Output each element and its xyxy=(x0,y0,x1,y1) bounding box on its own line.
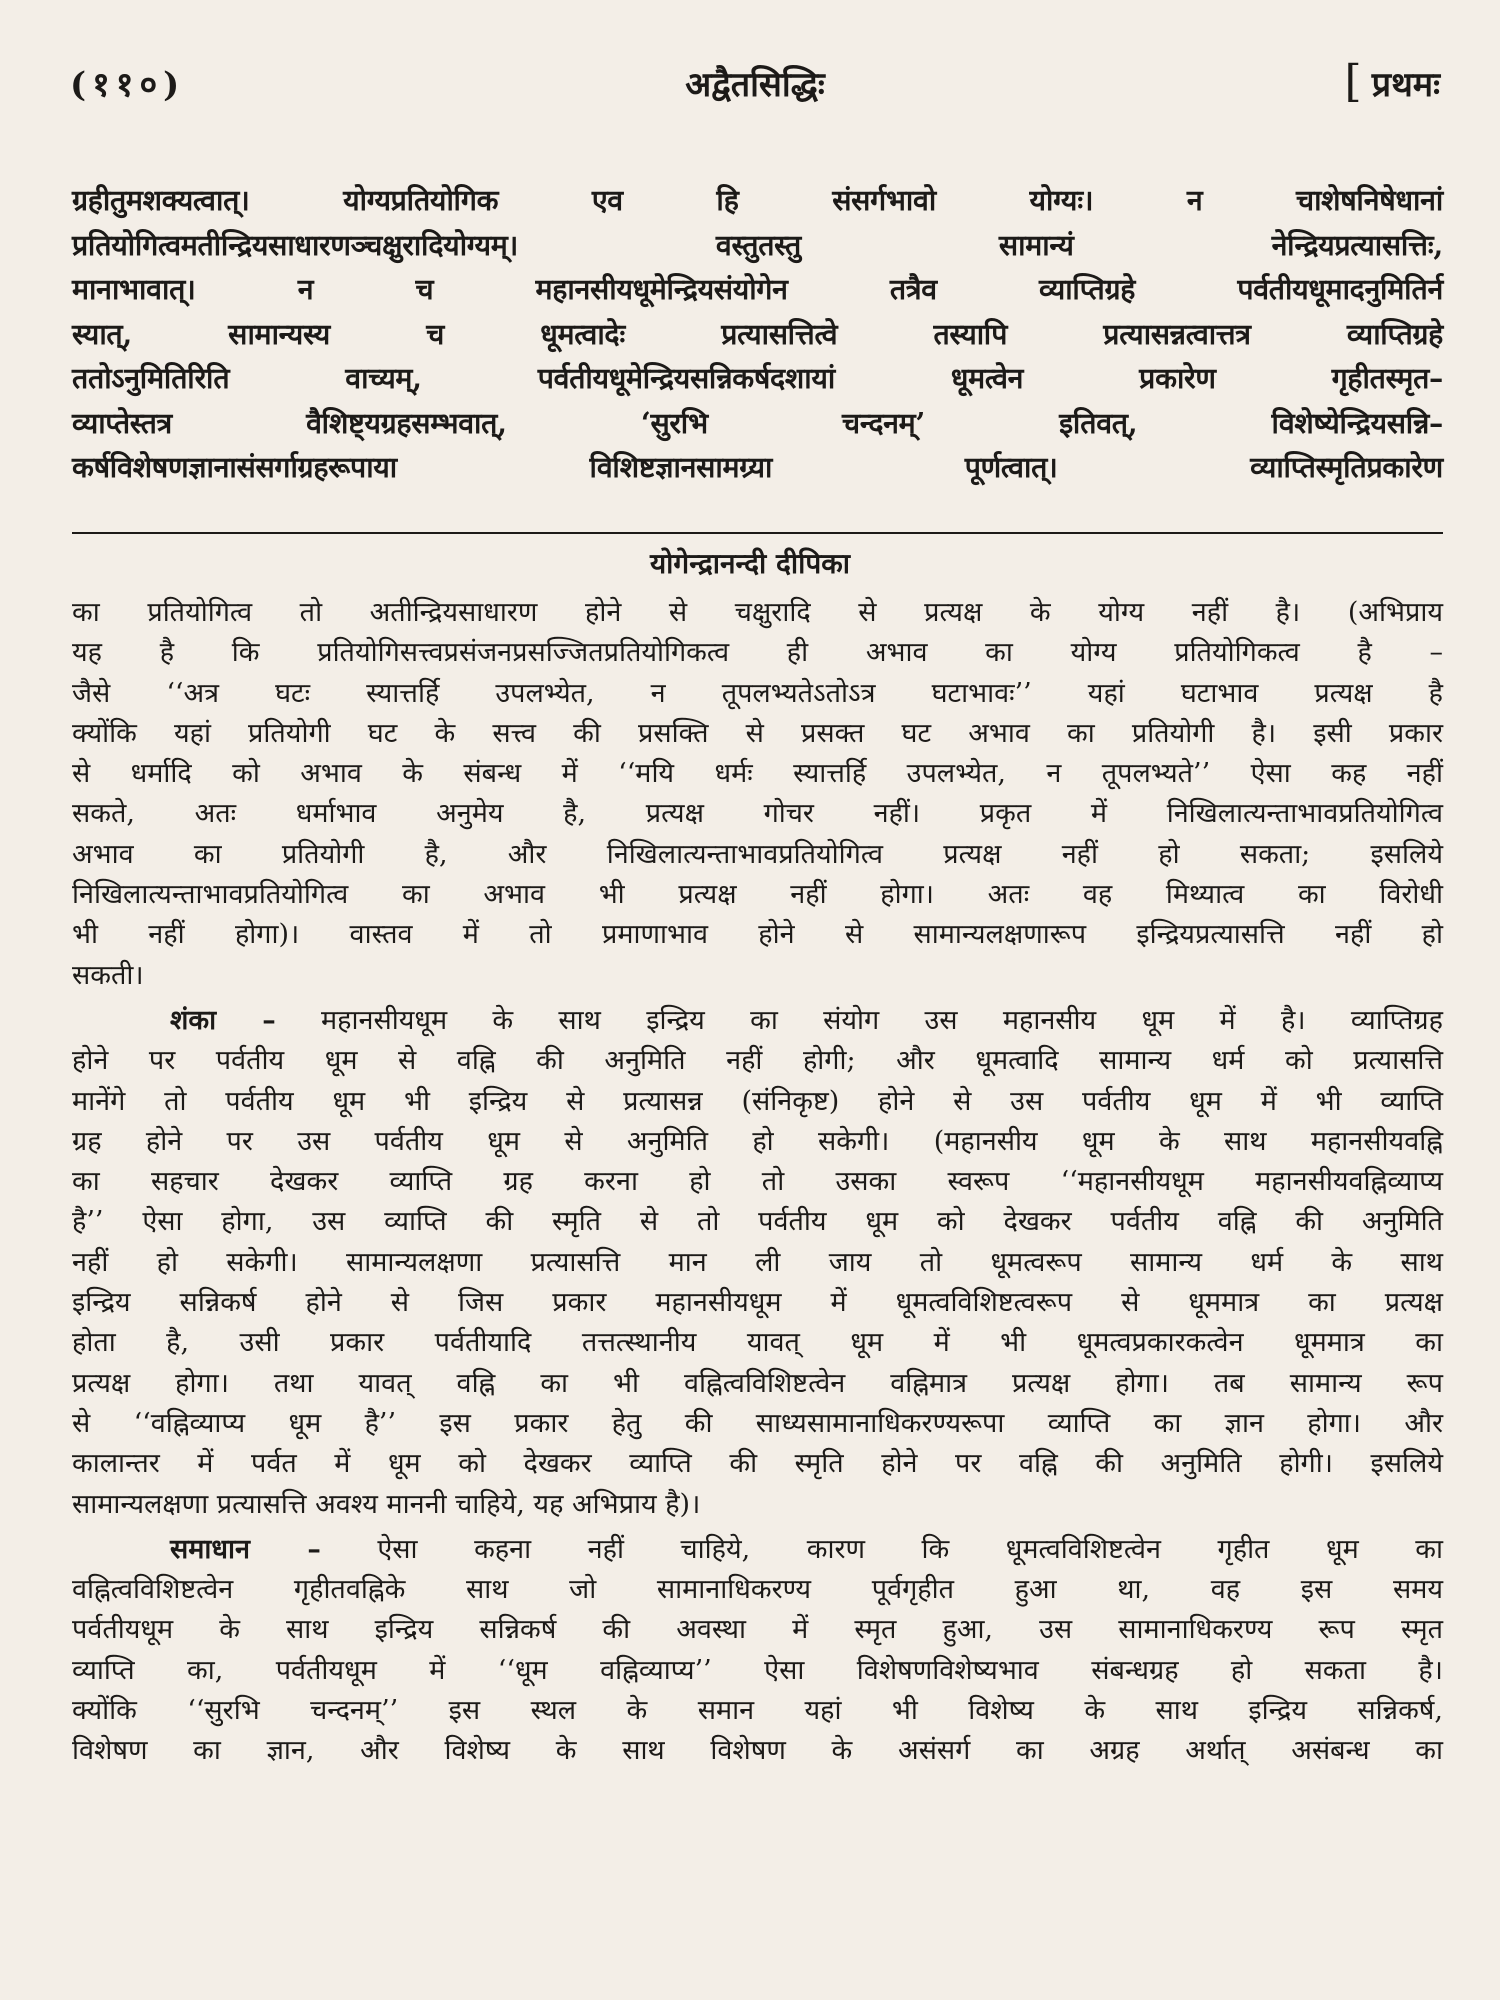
samadhan-heading: समाधान – xyxy=(170,1533,321,1565)
commentary-line: क्योंकि ‘‘सुरभि चन्दनम्’’ इस स्थल के समान यहां भी विशेष्य के साथ इन्द्रिय सन्निकर्ष, xyxy=(72,1695,1443,1727)
commentary-line xyxy=(72,1530,1443,1570)
commentary-line: वह्नित्वविशिष्टत्वेन गृहीतवह्निके साथ जो सामानाधिकरण्य पूर्वगृहीत हुआ था, वह इस समय xyxy=(72,1574,1443,1606)
bracket-mark: [ xyxy=(1344,56,1362,107)
commentary-line: सकते, अतः धर्माभाव अनुमेय है, प्रत्यक्ष गोचर नहीं। प्रकृत में निखिलात्यन्ताभावप्रतियोगित्व xyxy=(72,798,1443,830)
commentary-line: जैसे ‘‘अत्र घटः स्यात्तर्हि उपलभ्येत, न तूपलभ्यतेऽतोऽत्र घटाभावः’’ यहां घटाभाव प्रत्यक्ष है xyxy=(72,677,1443,709)
commentary-line: ग्रह होने पर उस पर्वतीय धूम से अनुमिति हो सकेगी। (महानसीय धूम के साथ महानसीयवह्नि xyxy=(72,1125,1443,1157)
commentary-line: मानेंगे तो पर्वतीय धूम भी इन्द्रिय से प्रत्यासन्न (संनिकृष्ट) होने से उस पर्वतीय धूम में भी व्याप्ति xyxy=(72,1085,1443,1117)
commentary-line xyxy=(72,1001,1443,1041)
mula-line: ग्रहीतुमशक्यत्वात्। योग्यप्रतियोगिक एव हि संसर्गभावो योग्यः। न चाशेषनिषेधानां xyxy=(72,183,1443,217)
shanka-heading: शंका – xyxy=(170,1004,276,1036)
page-number: (११०) xyxy=(70,65,186,105)
commentary-line: प्रत्यक्ष होगा। तथा यावत् वह्नि का भी वह्नित्वविशिष्टत्वेन वह्निमात्र प्रत्यक्ष होगा। तब सामान्य रूप xyxy=(72,1367,1443,1399)
commentary-line: कालान्तर में पर्वत में धूम को देखकर व्याप्ति की स्मृति होने पर वह्नि की अनुमिति होगी। इसलिये xyxy=(72,1448,1443,1480)
hindi-commentary xyxy=(72,593,1443,1772)
commentary-line: इन्द्रिय सन्निकर्ष होने से जिस प्रकार महानसीयधूम में धूमत्वविशिष्टत्वरूप से धूममात्र का प्रत्यक्ष xyxy=(72,1287,1443,1319)
commentary-line: अभाव का प्रतियोगी है, और निखिलात्यन्ताभावप्रतियोगित्व प्रत्यक्ष नहीं हो सकता; इसलिये xyxy=(72,838,1443,870)
commentary-title: योगेन्द्रानन्दी दीपिका xyxy=(649,547,851,580)
book-title: अद्वैतसिद्धिः xyxy=(685,65,825,105)
mula-line: ततोऽनुमितिरिति वाच्यम्, पर्वतीयधूमेन्द्रियसन्निकर्षदशायां धूमत्वेन प्रकारेण गृहीतस्मृत– xyxy=(72,361,1443,395)
commentary-line: होता है, उसी प्रकार पर्वतीयादि तत्तत्स्थानीय यावत् धूम में भी धूमत्वप्रकारकत्वेन धूममात्र का xyxy=(72,1327,1443,1359)
commentary-line: सकती। xyxy=(72,959,144,991)
commentary-line: से धर्मादि को अभाव के संबन्ध में ‘‘मयि धर्मः स्यात्तर्हि उपलभ्येत, न तूपलभ्यते’’ ऐसा कह नहीं xyxy=(72,758,1443,790)
commentary-line: पर्वतीयधूम के साथ इन्द्रिय सन्निकर्ष की अवस्था में स्मृत हुआ, उस सामानाधिकरण्य रूप स्मृत xyxy=(72,1614,1443,1646)
shanka-first-line: महानसीयधूम के साथ इन्द्रिय का संयोग उस महानसीय धूम में है। व्याप्तिग्रह xyxy=(321,1004,1443,1036)
paragraph-samadhan xyxy=(72,1530,1443,1772)
commentary-line: क्योंकि यहां प्रतियोगी घट के सत्त्व की प्रसक्ति से प्रसक्त घट अभाव का प्रतियोगी है। इसी प्रकार xyxy=(72,717,1443,749)
commentary-line: है’’ ऐसा होगा, उस व्याप्ति की स्मृति से तो पर्वतीय धूम को देखकर पर्वतीय वह्नि की अनुमिति xyxy=(72,1206,1443,1238)
mula-line: प्रतियोगित्वमतीन्द्रियसाधारणञ्चक्षुरादियोग्यम्। वस्तुतस्तु सामान्यं नेन्द्रियप्रत्यासत्तिः, xyxy=(72,227,1443,262)
commentary-line: विशेषण का ज्ञान, और विशेष्य के साथ विशेषण के असंसर्ग का अग्रह अर्थात् असंबन्ध का xyxy=(72,1735,1443,1767)
paragraph-1 xyxy=(72,593,1443,996)
samadhan-first-line: ऐसा कहना नहीं चाहिये, कारण कि धूमत्वविशिष्टत्वेन गृहीत धूम का xyxy=(377,1533,1443,1565)
mula-line: मानाभावात्। न च महानसीयधूमेन्द्रियसंयोगेन तत्रैव व्याप्तिग्रहे पर्वतीयधूमादनुमितिर्न xyxy=(72,272,1443,306)
commentary-line: होने पर पर्वतीय धूम से वह्नि की अनुमिति नहीं होगी; और धूमत्वादि सामान्य धर्म को प्रत्यासत्ति xyxy=(72,1045,1443,1077)
commentary-line: से ‘‘वह्निव्याप्य धूम है’’ इस प्रकार हेतु की साध्यसामानाधिकरण्यरूपा व्याप्ति का ज्ञान होगा। और xyxy=(72,1407,1443,1439)
divider-rule xyxy=(72,532,1443,534)
commentary-line: का सहचार देखकर व्याप्ति ग्रह करना हो तो उसका स्वरूप ‘‘महानसीयधूम महानसीयवह्निव्याप्य xyxy=(72,1166,1443,1198)
section-label-text: प्रथमः xyxy=(1371,65,1440,105)
commentary-line: यह है कि प्रतियोगिसत्त्वप्रसंजनप्रसज्जितप्रतियोगिकत्व ही अभाव का योग्य प्रतियोगिकत्व है – xyxy=(72,637,1443,669)
mula-line: व्याप्तेस्तत्र वैशिष्ट्यग्रहसम्भवात्, ‘सुरभि चन्दनम्’ इतिवत्, विशेष्येन्द्रियसन्नि– xyxy=(72,405,1443,440)
commentary-line: सामान्यलक्षणा प्रत्यासत्ति अवश्य माननी चाहिये, यह अभिप्राय है)। xyxy=(72,1488,701,1520)
section-label xyxy=(1344,56,1440,107)
running-header xyxy=(70,56,1440,120)
sanskrit-mula-text xyxy=(72,178,1443,490)
commentary-line: नहीं हो सकेगी। सामान्यलक्षणा प्रत्यासत्ति मान ली जाय तो धूमत्वरूप सामान्य धर्म के साथ xyxy=(72,1246,1443,1278)
mula-line: स्यात्, सामान्यस्य च धूमत्वादेः प्रत्यासत्तित्वे तस्यापि प्रत्यासन्नत्वात्तत्र व्याप्तिग्रहे xyxy=(72,316,1443,351)
commentary-line: निखिलात्यन्ताभावप्रतियोगित्व का अभाव भी प्रत्यक्ष नहीं होगा। अतः वह मिथ्यात्व का विरोधी xyxy=(72,879,1443,911)
commentary-line: का प्रतियोगित्व तो अतीन्द्रियसाधारण होने से चक्षुरादि से प्रत्यक्ष के योग्य नहीं है। (अभिप्राय xyxy=(72,597,1443,628)
commentary-line: भी नहीं होगा)। वास्तव में तो प्रमाणाभाव होने से सामान्यलक्षणारूप इन्द्रियप्रत्यासत्ति नहीं हो xyxy=(72,919,1443,951)
paragraph-shanka xyxy=(72,1001,1443,1525)
commentary-line: व्याप्ति का, पर्वतीयधूम में ‘‘धूम वह्निव्याप्य’’ ऐसा विशेषणविशेष्यभाव संबन्धग्रह हो सकता है। xyxy=(72,1654,1443,1686)
mula-line: कर्षविशेषणज्ञानासंसर्गाग्रहरूपाया विशिष्टज्ञानसामग्र्या पूर्णत्वात्। व्याप्तिस्मृतिप्रकारेण xyxy=(72,450,1443,484)
